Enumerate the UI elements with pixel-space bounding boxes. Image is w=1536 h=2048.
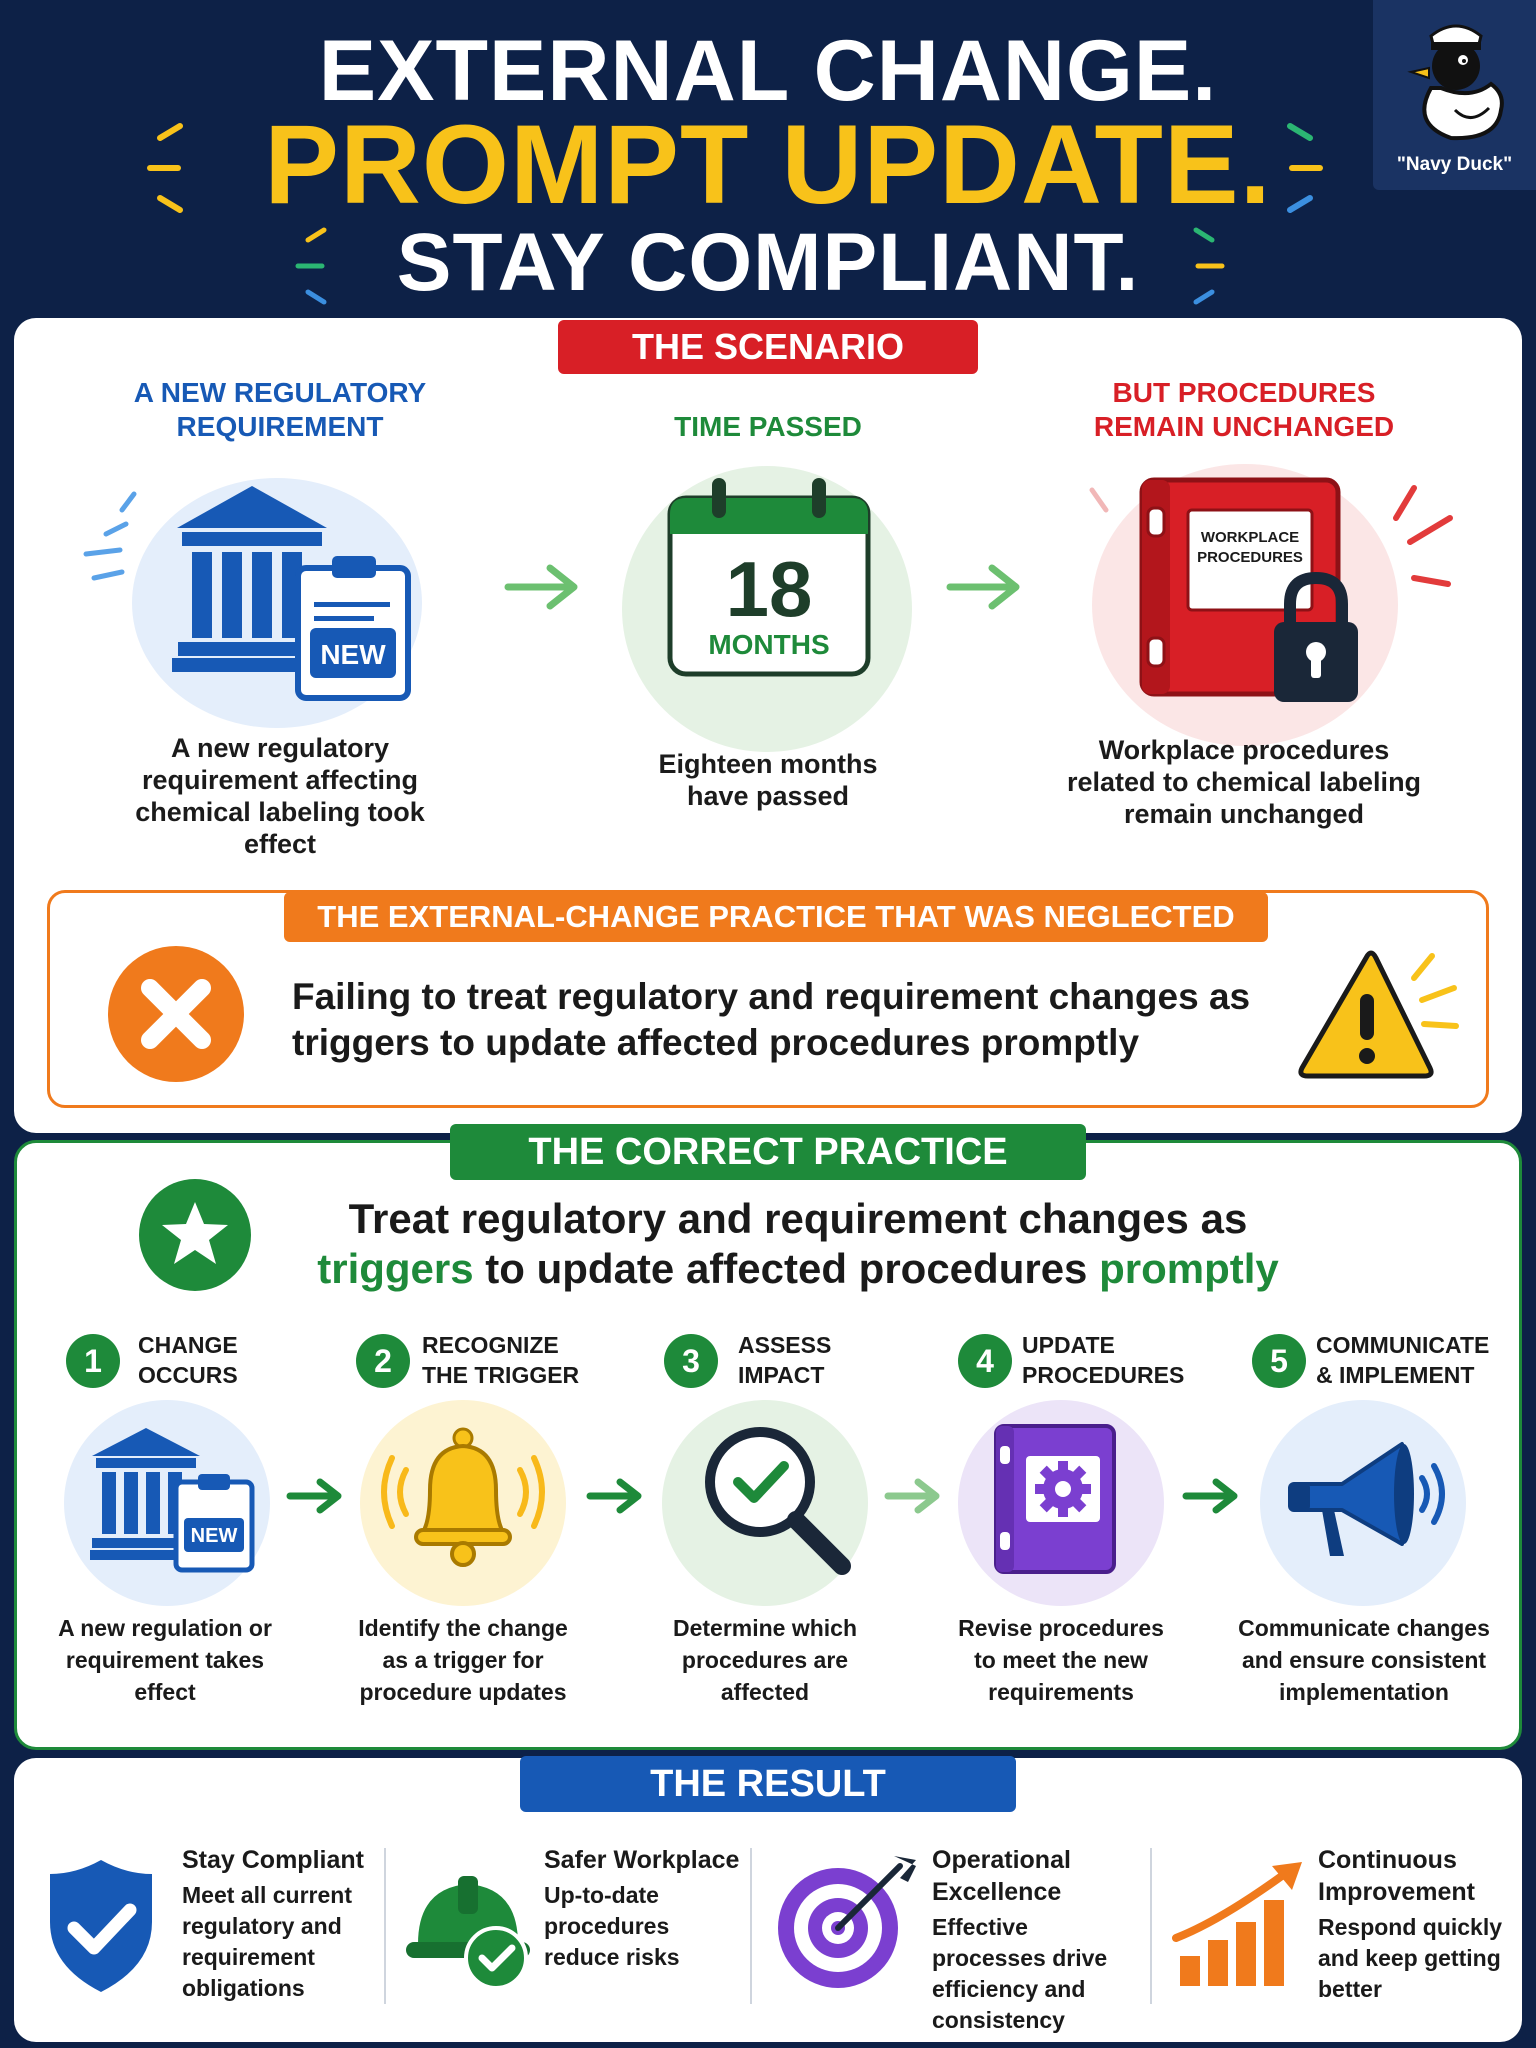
result-3-desc: Effective processes drive efficiency and consistency [932, 1914, 1108, 2033]
x-icon [106, 944, 246, 1084]
sparkle-left-icon [140, 118, 200, 218]
svg-text:PROCEDURES: PROCEDURES [1197, 549, 1303, 566]
result-1-desc: Meet all current regulatory and requirement obligations [182, 1882, 352, 2001]
correct-text-promptly: promptly [1099, 1245, 1279, 1292]
calendar-icon [664, 474, 874, 680]
alert-sparks-right-icon [1380, 480, 1470, 590]
warning-icon [1296, 944, 1466, 1080]
alert-sparks-left-icon [1082, 480, 1122, 540]
step-3-title: ASSESS IMPACT [738, 1332, 832, 1388]
correct-text-part1: Treat regulatory and requirement changes as [348, 1195, 1248, 1242]
binder-lock-icon [1136, 474, 1386, 710]
new-badge-text: NEW [320, 639, 386, 670]
magnifier-check-icon [696, 1420, 856, 1580]
bell-icon [378, 1420, 548, 1580]
hardhat-icon [404, 1866, 534, 1990]
scenario-col3-desc: Workplace procedures related to chemical labeling remain unchanged [1066, 735, 1422, 829]
step-1-title: CHANGE OCCURS [138, 1332, 238, 1388]
correct-practice-text [248, 1194, 1348, 1294]
step-5-number: 5 [1252, 1334, 1306, 1388]
courthouse-icon [90, 1424, 260, 1574]
scenario-col1-desc: A new regulatory requirement affecting chemical labeling took effect [135, 733, 425, 859]
scenario-col2-title: TIME PASSED [674, 411, 862, 442]
result-divider [1150, 1848, 1152, 2004]
arrow-right-icon [504, 562, 584, 612]
step-4-title: UPDATE PROCEDURES [1022, 1332, 1185, 1388]
result-4-title: Continuous Improvement [1318, 1846, 1475, 1906]
scenario-col3-title: BUT PROCEDURES REMAIN UNCHANGED [1093, 377, 1395, 442]
headline-line-3: STAY COMPLIANT. [396, 217, 1140, 308]
step-3-number: 3 [664, 1334, 718, 1388]
arrow-right-icon [946, 562, 1026, 612]
step-4-number: 4 [958, 1334, 1012, 1388]
navy-duck-logo [1373, 0, 1536, 190]
sparkle-left-small-icon [290, 226, 340, 306]
correct-text-triggers: triggers [317, 1245, 474, 1292]
step-2-desc: Identify the change as a trigger for procedure updates [358, 1615, 568, 1705]
result-4-desc: Respond quickly and keep getting better [1318, 1914, 1503, 2002]
shield-check-icon [46, 1856, 156, 1996]
sparkle-right-small-icon [1180, 226, 1230, 306]
step-2-number: 2 [356, 1334, 410, 1388]
result-divider [384, 1848, 386, 2004]
scenario-col2-desc: Eighteen months have passed [658, 749, 878, 811]
courthouse-icon [172, 478, 422, 708]
gear-binder-icon [990, 1420, 1130, 1578]
arrow-right-icon [1182, 1476, 1242, 1516]
step-3-desc: Determine which procedures are affected [672, 1615, 858, 1705]
step-4-desc: Revise procedures to meet the new requirements [958, 1615, 1164, 1705]
scenario-banner: THE SCENARIO [558, 320, 978, 374]
result-2-desc: Up-to-date procedures reduce risks [544, 1882, 680, 1970]
scenario-col1-title: A NEW REGULATORY REQUIREMENT [133, 377, 427, 442]
result-2-title: Safer Workplace [544, 1846, 740, 1874]
step-1-number: 1 [66, 1334, 120, 1388]
result-divider [750, 1848, 752, 2004]
target-icon [772, 1852, 922, 1992]
arrow-right-icon [884, 1476, 944, 1516]
growth-chart-icon [1172, 1860, 1312, 1990]
step-5-title: COMMUNICATE & IMPLEMENT [1316, 1332, 1490, 1388]
star-icon [138, 1178, 252, 1292]
months-unit: MONTHS [708, 629, 830, 660]
sparkle-blue-icon [80, 488, 140, 598]
result-3-title: Operational Excellence [932, 1846, 1071, 1906]
result-1-title: Stay Compliant [182, 1846, 364, 1874]
step-2-title: RECOGNIZE THE TRIGGER [422, 1332, 580, 1388]
megaphone-icon [1282, 1426, 1452, 1576]
headline-line-2: PROMPT UPDATE. [264, 102, 1272, 227]
months-number: 18 [725, 545, 813, 633]
duck-logo-icon [1401, 14, 1511, 152]
arrow-right-icon [586, 1476, 646, 1516]
headline-line-1: EXTERNAL CHANGE. [318, 23, 1218, 119]
arrow-right-icon [286, 1476, 346, 1516]
svg-text:WORKPLACE: WORKPLACE [1200, 529, 1300, 546]
step-1-desc: A new regulation or requirement takes effect [58, 1615, 272, 1705]
step-5-desc: Communicate changes and ensure consistent implementation [1238, 1615, 1490, 1705]
neglected-practice-text: Failing to treat regulatory and requirement changes as triggers to update affected procedures promptly [292, 976, 1251, 1063]
result-banner: THE RESULT [520, 1756, 1016, 1812]
correct-text-part2: to update affected procedures [485, 1245, 1088, 1292]
step-1-new-badge-text: NEW [190, 1525, 238, 1547]
logo-label: "Navy Duck" [1396, 154, 1513, 175]
sparkle-right-icon [1270, 118, 1330, 218]
correct-practice-banner: THE CORRECT PRACTICE [450, 1124, 1086, 1180]
neglected-practice-label: THE EXTERNAL-CHANGE PRACTICE THAT WAS NEGLECTED [284, 892, 1268, 942]
